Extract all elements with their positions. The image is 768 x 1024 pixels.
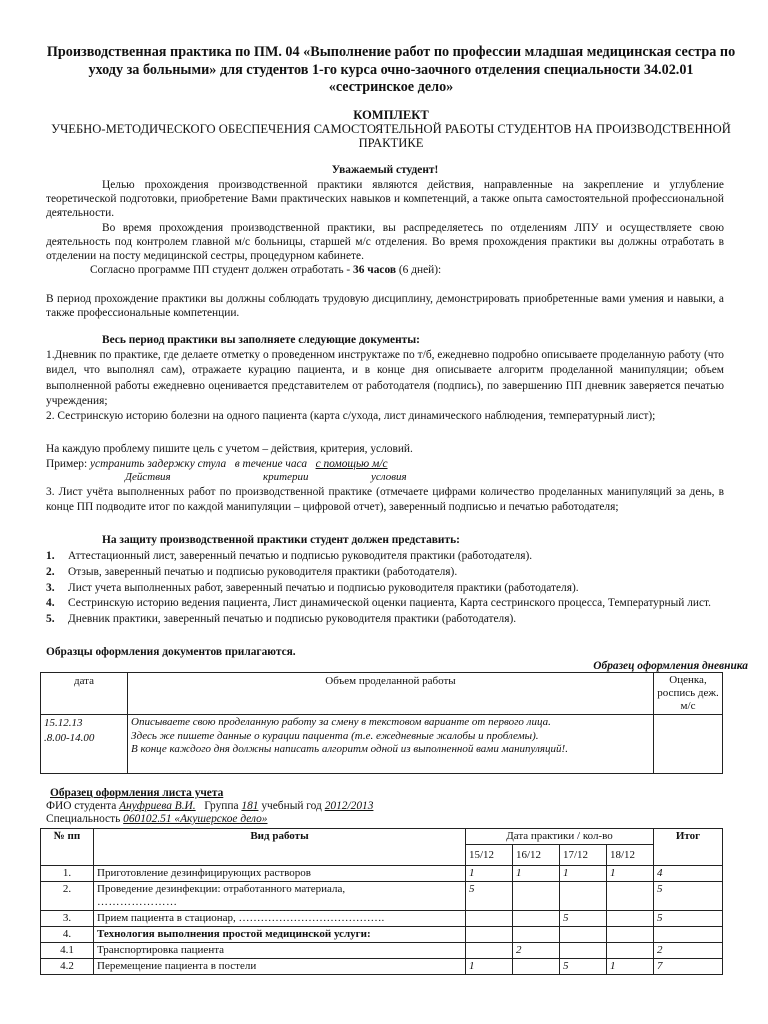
diary-date: 15.12.13 bbox=[44, 717, 83, 729]
example-label-conditions: условия bbox=[371, 471, 407, 483]
acc-date-cell: 17/12 bbox=[560, 845, 607, 866]
example-label: Пример: bbox=[46, 458, 90, 470]
diary-header-grade: Оценка, роспись деж. м/с bbox=[654, 673, 723, 715]
acc-row: 2. Проведение дезинфекции: отработанного материала, ………………… 5 5 bbox=[41, 882, 723, 911]
student-specialty: 060102.51 «Акушерское дело» bbox=[123, 813, 268, 825]
paragraph-distribution: Во время прохождения производственной практики, вы распределяетесь по отделениям ЛПУ и осуществляете свою деятельность под контролем главной м/с больницы, старшей м/с отделения. Во время прохождения практики вы должны отработать в отделении на посту медицинской сестры, процедурном кабинете. bbox=[46, 222, 724, 262]
example-criterion: в течение часа bbox=[234, 458, 308, 470]
accounting-table bbox=[40, 828, 723, 975]
hours-value: 36 часов bbox=[353, 264, 397, 276]
diary-time: .8.00-14.00 bbox=[44, 731, 95, 744]
acc-date-cell: 18/12 bbox=[607, 845, 654, 866]
defense-item: 3. Лист учета выполненных работ, заверенный печатью и подписью руководителя практики (работодателя). bbox=[46, 582, 579, 594]
doc-item-diary: 1.Дневник по практике, где делаете отметку о проведенном инструктаже по т/б, ежедневно подробно описываете проделанную работу (что видел, что выполнял сам), отражаете курацию пациента, и в конце дня описываете алгоритм проделанной манипуляции; объем выполненной работы ежедневно оценивается представителем от работодателя (подпись), по завершению ПП дневник заверяется печатью учреждения; bbox=[46, 349, 724, 407]
defense-item: 2. Отзыв, заверенный печатью и подписью руководителя практики (работодателя). bbox=[46, 566, 458, 578]
diary-row bbox=[41, 715, 723, 774]
diary-header-work: Объем проделанной работы bbox=[128, 673, 654, 715]
acc-header-num: № пп bbox=[41, 829, 94, 866]
hours-text-before: Согласно программе ПП студент должен отработать - bbox=[90, 264, 354, 276]
diary-header-date: дата bbox=[41, 673, 128, 715]
diary-date-cell bbox=[41, 715, 128, 774]
paragraph-discipline: В период прохождение практики вы должны соблюдать трудовую дисциплину, демонстрировать приобретенные вами умения и навыки, а также профессиональные компетенции. bbox=[46, 293, 724, 319]
diary-grade-cell bbox=[654, 715, 723, 774]
samples-note: Образцы оформления документов прилагаются. bbox=[46, 646, 296, 658]
diary-header-row bbox=[41, 673, 723, 715]
defense-heading: На защиту производственной практики студент должен представить: bbox=[102, 534, 460, 546]
student-group: 181 bbox=[241, 800, 259, 812]
docs-heading: Весь период практики вы заполняете следующие документы: bbox=[102, 334, 420, 346]
acc-row: 4.1 Транспортировка пациента 2 2 bbox=[41, 943, 723, 959]
paragraph-goal: Целью прохождения производственной практики являются действия, направленные на закрепление и углубление теоретической подготовки, приобретение Вами практических навыков и компетенций, а также опыта самостоятельной профессиональной деятельности. bbox=[46, 179, 724, 219]
diary-sample-label: Образец оформления дневника bbox=[593, 660, 748, 672]
diary-text-3: В конце каждого дня должны написать алгоритм одной из выполненной вами манипуляций!. bbox=[131, 743, 568, 755]
komplekt-heading: КОМПЛЕКТ bbox=[353, 108, 429, 122]
defense-list bbox=[46, 548, 724, 627]
acc-date-cell: 15/12 bbox=[466, 845, 513, 866]
paragraph-hours bbox=[46, 263, 724, 278]
acc-date-cell: 16/12 bbox=[513, 845, 560, 866]
diary-work-cell bbox=[128, 715, 654, 774]
doc-item-history: 2. Сестринскую историю болезни на одного пациента (карта с/ухода, лист динамического наблюдения, температурный лист); bbox=[46, 410, 656, 422]
example-action: устранить задержку стула bbox=[90, 458, 227, 470]
komplekt-subtitle: УЧЕБНО-МЕТОДИЧЕСКОГО ОБЕСПЕЧЕНИЯ САМОСТОЯТЕЛЬНОЙ РАБОТЫ СТУДЕНТОВ НА ПРОИЗВОДСТВЕННОЙ ПРАКТИКЕ bbox=[51, 122, 731, 150]
diary-table bbox=[40, 672, 723, 774]
acc-row: 4.2 Перемещение пациента в постели 1 5 1 7 bbox=[41, 959, 723, 975]
example-label-actions: Действия bbox=[125, 471, 171, 483]
accounting-heading: Образец оформления листа учета bbox=[50, 787, 224, 799]
acc-row: 3. Прием пациента в стационар, …………………………………. 5 5 bbox=[41, 911, 723, 927]
example-label-criteria: критерии bbox=[263, 471, 309, 483]
page-title: Производственная практика по ПМ. 04 «Выполнение работ по профессии младшая медицинская сестра по уходу за больными» для студентов 1-го курса очно-заочного отделения специальности 34.02.01 «сестринское дело» bbox=[46, 44, 736, 96]
diary-text-1: Описываете свою проделанную работу за смену в текстовом варианте от первого лица. bbox=[131, 716, 551, 728]
doc-problem-note: На каждую проблему пишите цель с учетом – действия, критерия, условий. bbox=[46, 443, 413, 455]
diary-text-2: Здесь же пишете данные о курации пациента (т.е. ежедневные жалобы и проблемы). bbox=[131, 729, 539, 742]
specialty-line: Специальность 060102.51 «Акушерское дело» bbox=[46, 813, 268, 825]
defense-item: 1. Аттестационный лист, заверенный печатью и подписью руководителя практики (работодателя). bbox=[46, 550, 533, 562]
acc-header-row bbox=[41, 829, 723, 845]
doc-item-accounting: 3. Лист учёта выполненных работ по производственной практике (отмечаете цифрами количество проделанных манипуляций за день, в конце ПП подводите итог по каждой манипуляции – цифровой отчет), заверенный подписью и печатью работодателя; bbox=[46, 486, 724, 514]
example-condition: с помощью м/с bbox=[315, 458, 388, 470]
acc-header-dates: Дата практики / кол-во bbox=[466, 829, 654, 845]
defense-item: 5. Дневник практики, заверенный печатью и подписью руководителя практики (работодателя). bbox=[46, 613, 517, 625]
greeting: Уважаемый студент! bbox=[331, 164, 439, 176]
acc-row: 1. Приготовление дезинфицирующих растворов 1 1 1 1 4 bbox=[41, 866, 723, 882]
acc-header-total: Итог bbox=[654, 829, 723, 866]
acc-row: 4. Технология выполнения простой медицинской услуги: bbox=[41, 927, 723, 943]
acc-header-type: Вид работы bbox=[94, 829, 466, 866]
student-line: ФИО студента Ануфриева В.И. Группа 181 учебный год 2012/2013 bbox=[46, 800, 374, 812]
student-fio: Ануфриева В.И. bbox=[119, 800, 196, 812]
hours-text-after: (6 дней): bbox=[396, 264, 442, 276]
defense-item: 4. Сестринскую историю ведения пациента, Лист динамической оценки пациента, Карта сестринского процесса, Температурный лист. bbox=[46, 597, 712, 609]
student-year: 2012/2013 bbox=[324, 800, 374, 812]
